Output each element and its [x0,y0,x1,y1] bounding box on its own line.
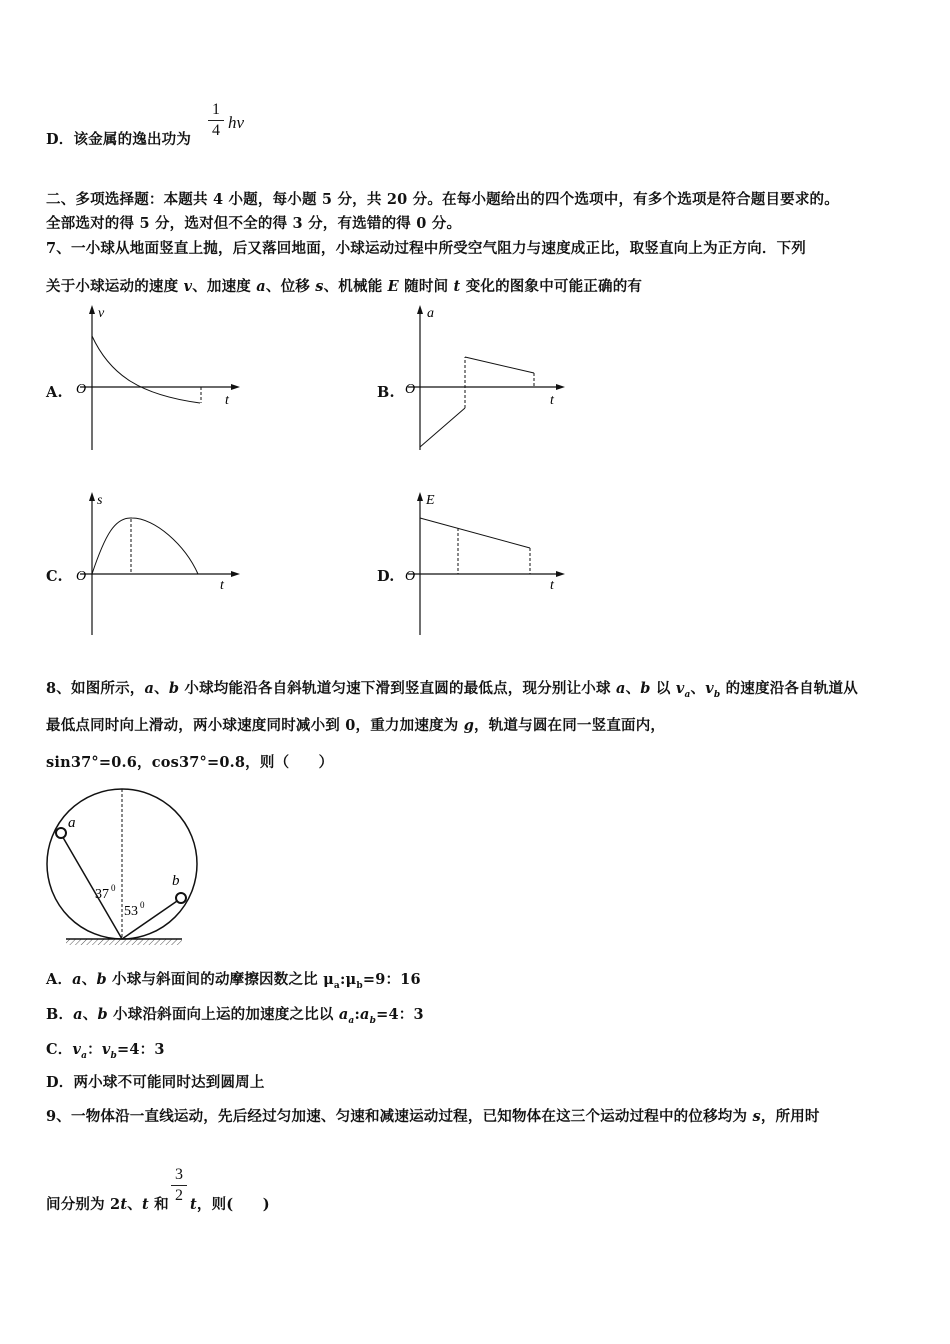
q8-l2-b: ，轨道与圆在同一竖直面内， [474,717,666,734]
q8-l1-vb: v [705,680,714,697]
q8-l1-b: 、 [154,680,169,697]
q8-angle-53-sup: 0 [140,900,145,910]
q9-l2-t2: t [141,1196,149,1213]
q7-l2-E: E [387,278,399,295]
q8-ob-ab: a [73,1006,83,1023]
graph-d-y-label: E [426,493,435,508]
graph-a-y-label: v [98,306,105,321]
graph-b [400,300,580,455]
q7-l2-f: 变化的图象中可能正确的有 [460,278,643,295]
q8-oa-d: :μ [339,971,357,988]
section2-line1: 二、多项选择题：本题共 4 小题，每小题 5 分，共 20 分。在每小题给出的四个选项中，有多个选项是符合题目要求的。 [46,191,839,208]
q8-oa-e: =9：16 [362,971,421,988]
q8-angle-37: 37 [95,887,109,902]
q9-l2-b: 、 [127,1196,142,1213]
q9-l2-t3: t [190,1196,197,1213]
q8-l1-a2: a [615,680,626,697]
q7-line1: 7、一小球从地面竖直上抛，后又落回地面，小球运动过程中所受空气阻力与速度成正比，取竖直向上为正方向．下列 [46,240,806,257]
q6-fraction [208,101,224,140]
graph-a-label: A. [46,384,63,401]
q8-ob-a: B． [46,1006,74,1023]
q9-fraction [171,1166,187,1205]
graph-c [70,485,250,637]
section2-line2: 全部选对的得 5 分，选对但不全的得 3 分，有选错的得 0 分。 [46,215,462,232]
q8-oa-b: 、 [81,971,97,988]
q8-ob-ab2: a [360,1006,370,1023]
q8-line2 [46,714,665,735]
q6-option-d [46,128,191,149]
q8-option-b [46,1003,424,1026]
q9-frac-num: 3 [175,1166,183,1183]
q9-l2-c: 和 [148,1196,169,1213]
graph-a [70,300,250,455]
q8-l1-va-sub: a [684,689,691,700]
graph-c-origin: O [76,569,87,584]
q8-oc-sub2: b [110,1050,117,1061]
q8-oa-c: 小球与斜面间的动摩擦因数之比 μ [106,971,334,988]
q8-ob-bb: b [97,1006,108,1023]
q8-l1-va: v [675,680,685,697]
graph-d-x-label: t [550,578,554,593]
graph-b-x-label: t [550,393,554,408]
graph-c-x-label: t [220,578,224,593]
q9-frac-den: 2 [175,1187,183,1204]
q9-l1-b: ，所用时 [760,1108,820,1125]
q8-ob-d: : [354,1006,361,1023]
q8-line3: sin37°=0.6，cos37°=0.8，则（ ） [46,754,334,771]
q6-frac-num: 1 [212,101,220,118]
q8-line1 [46,677,858,700]
q8-ob-sub2: b [369,1015,377,1026]
graph-a-x-label: t [225,393,229,408]
q8-l1-e: 以 [650,680,676,697]
q9-line1 [46,1105,820,1126]
q7-l2-d: 、机械能 [323,278,388,295]
q8-oa-ab: a [72,971,82,988]
q8-l1-a: 8、如图所示， [46,680,145,697]
graph-b-origin: O [405,382,416,397]
q7-l2-acc: a [256,278,266,295]
q8-angle-53: 53 [124,904,138,919]
q8-oc-v1: v [72,1041,82,1058]
q8-ob-aa: a [338,1006,349,1023]
q8-l1-b2: b [640,680,651,697]
q9-line2-start [46,1193,169,1214]
q7-l2-c: 、位移 [265,278,316,295]
q9-l1-a: 9、一物体沿一直线运动，先后经过匀加速、匀速和减速运动过程，已知物体在这三个运动过程中的位移均为 [46,1108,753,1125]
q9-line2-end [190,1193,270,1214]
q6-frac-tail: hν [228,113,245,132]
q8-l2-g: g [463,717,475,734]
q9-l1-s: s [752,1108,761,1125]
q8-oa-bb: b [96,971,107,988]
q7-l2-e: 随时间 [398,278,454,295]
q8-ball-a-label: a [68,815,76,831]
q7-line2 [46,275,642,296]
q7-l2-s: s [315,278,324,295]
q8-oa-a: A． [46,971,73,988]
graph-b-label: B. [377,384,395,401]
q8-l1-g: 的速度沿各自轨道从 [720,680,858,697]
graph-c-y-label: s [97,493,103,508]
q8-l1-vb-sub: b [713,689,721,700]
q8-l2-a: 最低点同时向上滑动，两小球速度同时减小到 0，重力加速度为 [46,717,464,734]
q8-ob-b: 、 [82,1006,98,1023]
q8-option-c [46,1038,165,1061]
q8-ob-sub1: a [348,1015,355,1026]
q8-circle-figure [40,782,210,948]
q8-option-d: D．两小球不可能同时达到圆周上 [46,1074,265,1091]
q8-ob-e: =4：3 [376,1006,424,1023]
q8-oa-sub2: b [356,980,363,991]
q9-l2-a: 间分别为 2 [46,1196,121,1213]
q9-l2-t1: t [120,1196,128,1213]
q8-l1-f: 、 [690,680,706,697]
q8-oa-sub1: a [333,980,340,991]
graph-a-origin: O [76,382,87,397]
q6-option-d-text: D．该金属的逸出功为 [46,131,192,148]
graph-d [400,485,580,637]
q8-oc-sub1: a [81,1050,88,1061]
graph-d-label: D. [377,568,395,585]
q7-l2-v: v [183,278,193,295]
q8-oc-a: C． [46,1041,73,1058]
q8-l1-bb: b [168,680,180,697]
q7-l2-b: 、加速度 [192,278,257,295]
q9-l2-d: ，则( ) [196,1196,270,1213]
q6-frac-den: 4 [212,122,220,139]
q8-angle-37-sup: 0 [111,883,116,893]
graph-d-origin: O [405,569,416,584]
q8-oc-v2: v [101,1041,111,1058]
q8-l1-d: 、 [625,680,641,697]
graph-c-label: C. [46,568,63,585]
q8-ob-c: 小球沿斜面向上运的加速度之比以 [107,1006,339,1023]
q8-oc-c: =4：3 [116,1041,165,1058]
q8-option-a [46,968,421,991]
q8-ball-b-label: b [172,873,180,889]
q7-l2-t: t [453,278,461,295]
q8-l1-ab: a [144,680,155,697]
q8-l1-c: 小球均能沿各自斜轨道匀速下滑到竖直圆的最低点，现分别让小球 [179,680,616,697]
q8-oc-b: ： [87,1041,102,1058]
graph-b-y-label: a [427,306,434,321]
q7-l2-a: 关于小球运动的速度 [46,278,184,295]
